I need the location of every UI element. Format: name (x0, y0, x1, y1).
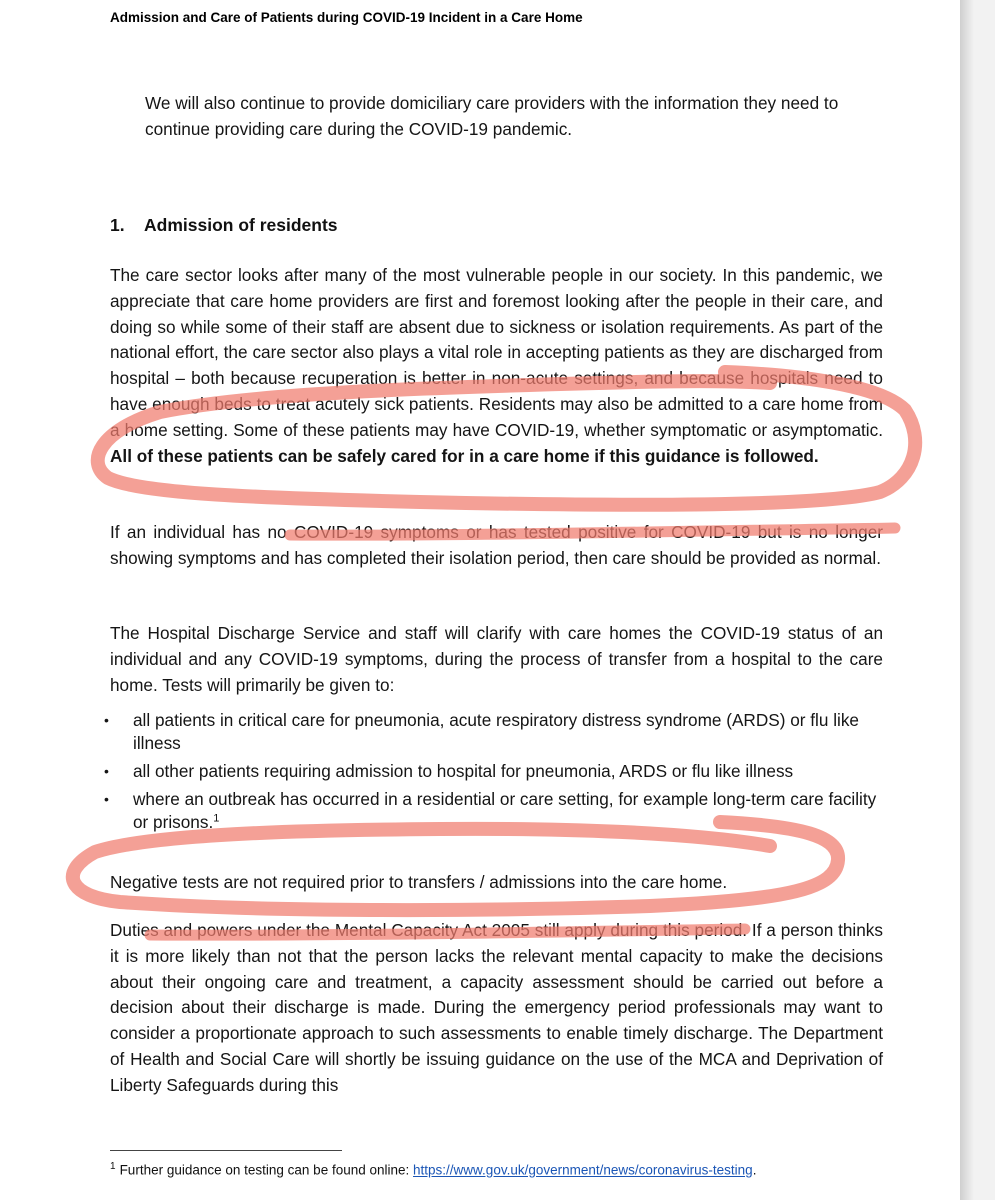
paragraph-mental-capacity: Duties and powers under the Mental Capacity Act 2005 still apply during this period. If a person thinks it is more likely than not that the person lacks the relevant mental capacity to make the decisions about their ongoing care and treatment, a capacity assessment should be carried out before a decision about their discharge is made. During the emergency period professionals may want to consider a proportionate approach to such assessments to enable timely discharge. The Department of Health and Social Care will shortly be issuing guidance on the use of the MCA and Deprivation of Liberty Safeguards during this (110, 920, 883, 1095)
intro-paragraph: We will also continue to provide domiciliary care providers with the information they need to continue providing care during the COVID-19 pandemic. (145, 93, 839, 139)
page-edge-shadow (960, 0, 995, 1200)
bullet-icon: • (104, 791, 109, 807)
list-item-text: all patients in critical care for pneumonia, acute respiratory distress syndrome (ARDS) or flu like illness (133, 710, 859, 753)
running-header: Admission and Care of Patients during COVID-19 Incident in a Care Home (110, 10, 583, 25)
footnote-divider (110, 1150, 342, 1151)
section-heading (110, 215, 338, 236)
list-item (104, 788, 890, 834)
bold-statement: All of these patients can be safely cared for in a care home if this guidance is followed. (110, 445, 819, 466)
paragraph-care-sector (110, 263, 883, 469)
list-item-text: all other patients requiring admission to hospital for pneumonia, ARDS or flu like illness (133, 761, 794, 781)
section-number: 1. (110, 215, 125, 235)
paragraph-no-symptoms: If an individual has no COVID-19 symptoms or has tested positive for COVID-19 but is no longer showing symptoms and has completed their isolation period, then care should be provided as normal. (110, 522, 883, 568)
list-item-text: where an outbreak has occurred in a residential or care setting, for example long-term care facility or prisons. (133, 789, 877, 832)
list-item (104, 760, 890, 783)
bullet-icon: • (104, 712, 109, 728)
test-criteria-list (104, 709, 890, 839)
footnote (110, 1161, 756, 1178)
section-title: Admission of residents (144, 215, 338, 235)
footnote-reference[interactable]: 1 (213, 812, 220, 825)
paragraph-negative-tests: Negative tests are not required prior to transfers / admissions into the care home. (110, 872, 728, 892)
bullet-icon: • (104, 763, 109, 779)
footnote-link[interactable]: https://www.gov.uk/government/news/coronavirus-testing (413, 1162, 753, 1178)
paragraph-text: The care sector looks after many of the most vulnerable people in our society. In this pandemic, we appreciate that care home providers are first and foremost looking after the people in their care, and doing so while some of their staff are absent due to sickness or isolation requirements. As part of the national effort, the care sector also plays a vital role in accepting patients as they are discharged from hospital – both because recuperation is better in non-acute settings, and because hospitals need to have enough beds to treat acutely sick patients. Residents may also be admitted to a care home from a home setting. Some of these patients may have COVID-19, whether symptomatic or asymptomatic. (110, 265, 883, 440)
footnote-mark: 1 (110, 1161, 116, 1172)
footnote-text: Further guidance on testing can be found online: (119, 1162, 414, 1178)
footnote-trailing: . (752, 1162, 757, 1178)
list-item (104, 709, 890, 755)
paragraph-discharge-service: The Hospital Discharge Service and staff will clarify with care homes the COVID-19 status of an individual and any COVID-19 symptoms, during the process of transfer from a hospital to the care home. Tests will primarily be given to: (110, 623, 883, 695)
